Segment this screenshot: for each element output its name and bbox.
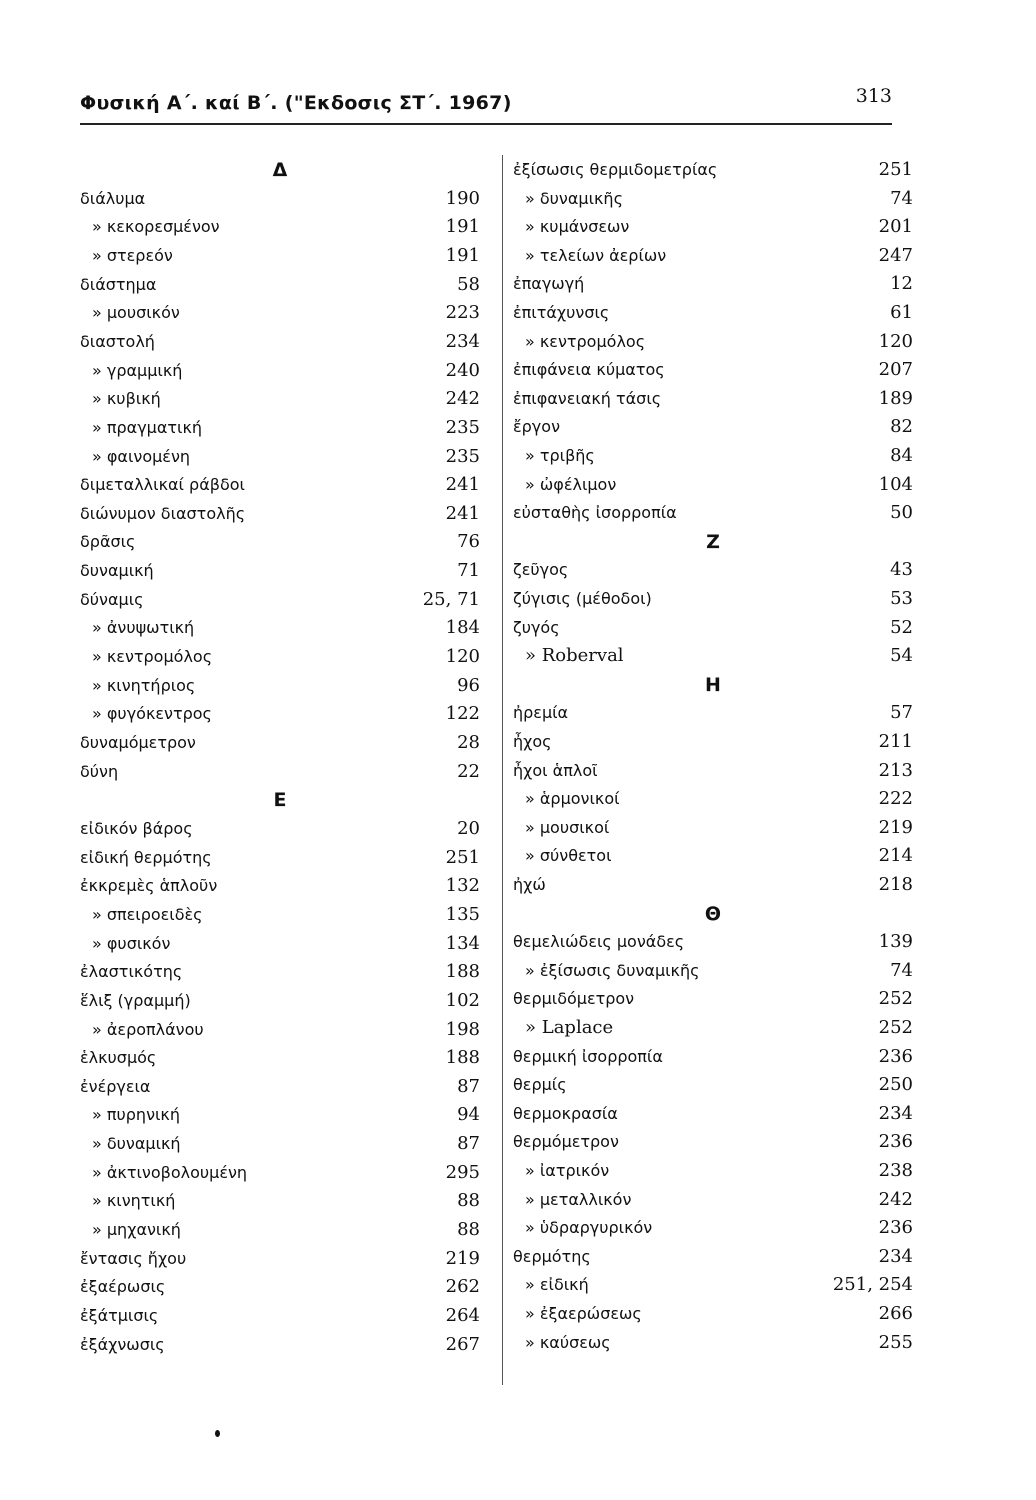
page-reference: 54	[890, 645, 913, 667]
index-entry	[80, 358, 480, 384]
page-reference: 236	[878, 1217, 913, 1239]
index-term: » κεντρομόλος	[92, 647, 213, 667]
index-term: ἐπιφάνεια κύματος	[513, 360, 665, 380]
index-entry	[513, 271, 913, 297]
index-term: » κυβική	[92, 389, 161, 409]
page-reference: 135	[445, 903, 480, 925]
page-reference: 188	[445, 961, 480, 983]
index-entry	[513, 1101, 913, 1127]
index-term: δύνη	[80, 761, 119, 781]
index-term: θερμίς	[513, 1075, 567, 1095]
index-term: » ἀνυψωτική	[92, 618, 195, 638]
index-term: ζεῦγος	[513, 560, 569, 580]
index-entry	[80, 214, 480, 240]
page-reference: 82	[890, 416, 913, 438]
page-reference: 234	[445, 330, 480, 352]
page-reference: 190	[445, 187, 480, 209]
page-reference: 28	[457, 732, 480, 753]
index-term: » κεντρομόλος	[525, 331, 646, 351]
index-entry	[80, 1074, 480, 1100]
index-term: » ἰατρικόν	[525, 1161, 610, 1180]
index-entry	[80, 615, 480, 641]
index-term: » φυσικόν	[92, 933, 171, 953]
page-reference: 242	[445, 388, 480, 410]
index-entry	[513, 1330, 913, 1356]
page-reference: 295	[445, 1161, 480, 1183]
index-term: ἔντασις ἤχου	[80, 1248, 187, 1268]
index-entry	[513, 1187, 913, 1213]
index-entry	[513, 1215, 913, 1241]
page-reference: 12	[890, 273, 913, 295]
page-reference: 251	[878, 159, 913, 180]
index-term: ζύγισις (μέθοδοι)	[513, 589, 652, 608]
index-entry	[513, 1129, 913, 1155]
page-reference: 20	[457, 817, 480, 839]
index-term: θεμελιώδεις μονάδες	[513, 932, 685, 952]
index-entry	[80, 931, 480, 957]
index-term: δύναμις	[80, 589, 144, 609]
index-entry	[80, 1017, 480, 1043]
index-entry	[80, 558, 480, 584]
index-term: ἠχώ	[513, 875, 546, 894]
index-term: » μεταλλικόν	[525, 1189, 632, 1209]
index-term: διώνυμον διαστολῆς	[80, 503, 246, 523]
index-entry	[513, 243, 913, 269]
page-reference: 132	[445, 875, 480, 897]
index-term: » δυναμική	[92, 1134, 181, 1154]
index-term: θερμιδόμετρον	[513, 989, 635, 1009]
index-term: » ἁρμονικοί	[525, 789, 620, 809]
page-reference: 198	[445, 1018, 480, 1040]
index-entry	[80, 759, 480, 785]
index-term: ἔργον	[513, 417, 560, 437]
index-term: θερμότης	[513, 1246, 591, 1266]
page-reference: 240	[445, 359, 480, 381]
index-term: δυναμική	[80, 561, 154, 581]
page-reference: 22	[457, 760, 480, 782]
index-entry	[80, 644, 480, 670]
running-title: Φυσική Α΄. καί Β΄. ("Εκδοσις ΣΤ΄. 1967)	[80, 92, 512, 114]
page-reference: 120	[878, 330, 913, 352]
page-reference: 251	[445, 846, 480, 868]
index-entry	[513, 386, 913, 412]
index-term: ζυγός	[513, 617, 560, 637]
index-entry	[80, 1246, 480, 1272]
index-entry	[513, 843, 913, 869]
index-term: ἐξάχνωσις	[80, 1334, 165, 1354]
index-term: » τριβῆς	[525, 446, 595, 465]
page-reference: 104	[878, 473, 913, 495]
index-entry	[513, 214, 913, 240]
index-term: εἰδική θερμότης	[80, 847, 212, 867]
index-term: » φυγόκεντρος	[92, 704, 212, 724]
index-entry	[80, 329, 480, 355]
column-divider	[502, 155, 503, 1385]
index-entry	[513, 872, 913, 898]
index-entry	[80, 444, 480, 470]
index-term: » ἐξαερώσεως	[525, 1304, 642, 1323]
index-term: » κινητική	[92, 1191, 176, 1211]
page-reference: 122	[445, 703, 480, 725]
index-entry	[80, 1131, 480, 1157]
index-entry	[80, 1217, 480, 1243]
index-entry	[513, 815, 913, 841]
section-letter: Ζ	[706, 530, 720, 553]
index-entry	[513, 443, 913, 469]
index-term: δυναμόμετρον	[80, 733, 196, 752]
index-term: » ἀκτινοβολουμένη	[92, 1162, 248, 1182]
index-entry	[80, 673, 480, 699]
index-term: ἐκκρεμὲς ἁπλοῦν	[80, 876, 218, 896]
header-rule	[80, 123, 892, 125]
index-term: » γραμμική	[92, 360, 183, 380]
index-entry	[80, 386, 480, 412]
index-entry	[80, 243, 480, 269]
index-entry	[513, 1158, 913, 1184]
page-reference: 87	[457, 1133, 480, 1155]
index-term: ἑλκυσμός	[80, 1048, 157, 1068]
page-reference: 241	[445, 474, 480, 496]
index-entry	[513, 1244, 913, 1270]
page-reference: 266	[878, 1303, 913, 1324]
page-reference: 223	[445, 302, 480, 324]
page-reference: 207	[878, 359, 913, 381]
page-reference: 267	[445, 1333, 480, 1355]
index-entry	[513, 1044, 913, 1070]
index-entry	[80, 1160, 480, 1186]
page-reference: 96	[457, 674, 480, 696]
index-term: ἐπιτάχυνσις	[513, 303, 610, 322]
index-term: διάστημα	[80, 274, 157, 294]
page-reference: 252	[878, 1017, 913, 1038]
index-entry	[513, 472, 913, 498]
index-entry	[80, 959, 480, 985]
page-reference: 84	[890, 445, 913, 466]
page-reference: 71	[457, 560, 480, 582]
page-reference: 218	[878, 874, 913, 895]
index-entry	[513, 500, 913, 526]
index-term: » σπειροειδὲς	[92, 904, 203, 924]
index-entry	[513, 700, 913, 726]
index-entry	[80, 1188, 480, 1214]
page-reference: 235	[445, 416, 480, 438]
page-reference: 219	[878, 816, 913, 838]
index-term: ἦχοι ἁπλοῖ	[513, 760, 598, 780]
page-reference: 251, 254	[832, 1274, 913, 1296]
page-reference: 102	[445, 989, 480, 1011]
index-term: δρᾶσις	[80, 532, 136, 552]
index-term: » μουσικόν	[92, 303, 180, 323]
page-reference: 262	[445, 1276, 480, 1298]
index-term: » εἰδική	[525, 1275, 589, 1295]
index-entry	[80, 186, 480, 212]
page-reference: 235	[445, 445, 480, 467]
index-entry	[80, 845, 480, 871]
index-term: ἐξίσωσις θερμιδομετρίας	[513, 160, 718, 179]
index-entry	[513, 357, 913, 383]
page-reference: 236	[878, 1045, 913, 1067]
index-term: » μηχανική	[92, 1220, 181, 1240]
index-entry	[80, 472, 480, 498]
index-term: » κινητήριος	[92, 675, 196, 695]
section-letter: Θ	[704, 902, 722, 925]
index-entry	[513, 1015, 913, 1041]
ink-speck	[215, 1430, 220, 1437]
page-reference: 234	[878, 1245, 913, 1267]
index-entry	[80, 529, 480, 555]
section-letter: Η	[705, 673, 721, 696]
index-entry	[513, 958, 913, 984]
index-term: ἐπιφανειακή τάσις	[513, 388, 662, 408]
page-reference: 87	[457, 1075, 480, 1097]
page-reference: 252	[878, 988, 913, 1010]
index-term: εἰδικόν βάρος	[80, 818, 193, 838]
index-entry	[80, 701, 480, 727]
index-term: » στερεόν	[92, 245, 173, 265]
index-term: » σύνθετοι	[525, 846, 612, 866]
index-entry	[80, 300, 480, 326]
index-term: » μουσικοί	[525, 817, 610, 837]
index-entry	[80, 730, 480, 756]
index-term: θερμόμετρον	[513, 1132, 619, 1152]
page-reference: 139	[878, 931, 913, 953]
index-term: διάλυμα	[80, 188, 146, 208]
index-entry	[513, 1072, 913, 1098]
page-reference: 120	[445, 646, 480, 668]
index-term: » ἀεροπλάνου	[92, 1019, 204, 1039]
index-term: ἐλαστικότης	[80, 962, 183, 982]
page-reference: 255	[878, 1331, 913, 1353]
index-entry	[513, 586, 913, 612]
page-reference: 58	[457, 273, 480, 295]
index-term: » καύσεως	[525, 1332, 611, 1352]
page-reference: 43	[890, 559, 913, 581]
index-term: » φαινομένη	[92, 446, 191, 466]
index-entry	[513, 300, 913, 326]
index-entry	[80, 415, 480, 441]
index-entry	[80, 1303, 480, 1329]
index-entry	[80, 1045, 480, 1071]
index-entry	[513, 557, 913, 583]
index-entry	[513, 758, 913, 784]
page-reference: 74	[890, 959, 913, 981]
index-entry	[80, 587, 480, 613]
page-reference: 250	[878, 1074, 913, 1096]
index-term: διμεταλλικαί ράβδοι	[80, 475, 245, 495]
page-header	[80, 82, 892, 122]
page-reference: 189	[878, 387, 913, 409]
page-reference: 191	[445, 216, 480, 238]
page-reference: 191	[445, 244, 480, 266]
index-term: » πραγματική	[92, 417, 203, 437]
index-term: ἐξαέρωσις	[80, 1277, 166, 1297]
index-term: εὐσταθὴς ἰσορροπία	[513, 503, 677, 523]
page-reference: 57	[890, 702, 913, 724]
index-entry	[513, 186, 913, 212]
index-entry	[80, 816, 480, 842]
index-term: » δυναμικῆς	[525, 188, 623, 208]
page-reference: 234	[878, 1102, 913, 1124]
index-term: θερμική ἰσορροπία	[513, 1046, 663, 1066]
index-term: » Roberval	[525, 645, 624, 667]
index-term: ἐνέργεια	[80, 1076, 151, 1096]
index-entry	[513, 643, 913, 669]
page-number: 313	[855, 85, 892, 107]
index-term: ἦχος	[513, 732, 552, 751]
page-reference: 201	[878, 216, 913, 238]
page-reference: 74	[890, 187, 913, 209]
page-reference: 94	[457, 1104, 480, 1126]
index-term: ἐπαγωγή	[513, 274, 585, 294]
index-entry	[513, 929, 913, 955]
page-reference: 238	[878, 1160, 913, 1181]
index-term: » πυρηνική	[92, 1105, 180, 1125]
index-entry	[80, 902, 480, 928]
page-reference: 61	[890, 302, 913, 323]
index-entry	[513, 986, 913, 1012]
page-reference: 247	[878, 244, 913, 266]
index-term: ἐξάτμισις	[80, 1306, 159, 1325]
page-reference: 236	[878, 1131, 913, 1153]
index-term: ἕλιξ (γραμμή)	[80, 990, 191, 1010]
index-entry	[513, 157, 913, 183]
index-entry	[80, 873, 480, 899]
page-reference: 211	[878, 731, 913, 752]
page-reference: 88	[457, 1219, 480, 1241]
index-entry	[80, 272, 480, 298]
index-entry	[513, 1272, 913, 1298]
index-entry	[513, 1301, 913, 1327]
page-reference: 242	[878, 1188, 913, 1210]
page-reference: 50	[890, 502, 913, 524]
page-reference: 76	[457, 531, 480, 553]
index-entry	[80, 501, 480, 527]
page-reference: 53	[890, 588, 913, 609]
index-term: » ὠφέλιμον	[525, 474, 617, 494]
index-term: » κυμάνσεων	[525, 217, 630, 237]
index-entry	[513, 786, 913, 812]
index-entry	[80, 988, 480, 1014]
page-reference: 213	[878, 759, 913, 781]
page-reference: 222	[878, 788, 913, 810]
section-letter: Ε	[273, 789, 287, 812]
page-reference: 219	[445, 1247, 480, 1269]
index-entry	[80, 1274, 480, 1300]
page-reference: 214	[878, 845, 913, 867]
page-reference: 264	[445, 1305, 480, 1326]
page-reference: 134	[445, 932, 480, 954]
index-term: » ὑδραργυρικόν	[525, 1218, 653, 1238]
page-reference: 188	[445, 1047, 480, 1069]
index-term: ἠρεμία	[513, 703, 569, 723]
page-reference: 184	[445, 617, 480, 639]
index-entry	[513, 615, 913, 641]
page-reference: 52	[890, 616, 913, 638]
index-entry	[80, 1102, 480, 1128]
page-reference: 88	[457, 1190, 480, 1212]
section-letter: Δ	[272, 159, 288, 181]
index-term: » κεκορεσμένον	[92, 217, 220, 237]
index-term: διαστολή	[80, 331, 155, 351]
index-term: » τελείων ἀερίων	[525, 245, 667, 265]
index-term: » ἐξίσωσις δυναμικῆς	[525, 960, 700, 980]
index-entry	[80, 1332, 480, 1358]
page-reference: 241	[445, 502, 480, 524]
index-entry	[513, 329, 913, 355]
index-entry	[513, 414, 913, 440]
index-term: θερμοκρασία	[513, 1103, 618, 1123]
index-entry	[513, 729, 913, 755]
page-reference: 25, 71	[422, 588, 480, 610]
index-term: » Laplace	[525, 1017, 614, 1038]
